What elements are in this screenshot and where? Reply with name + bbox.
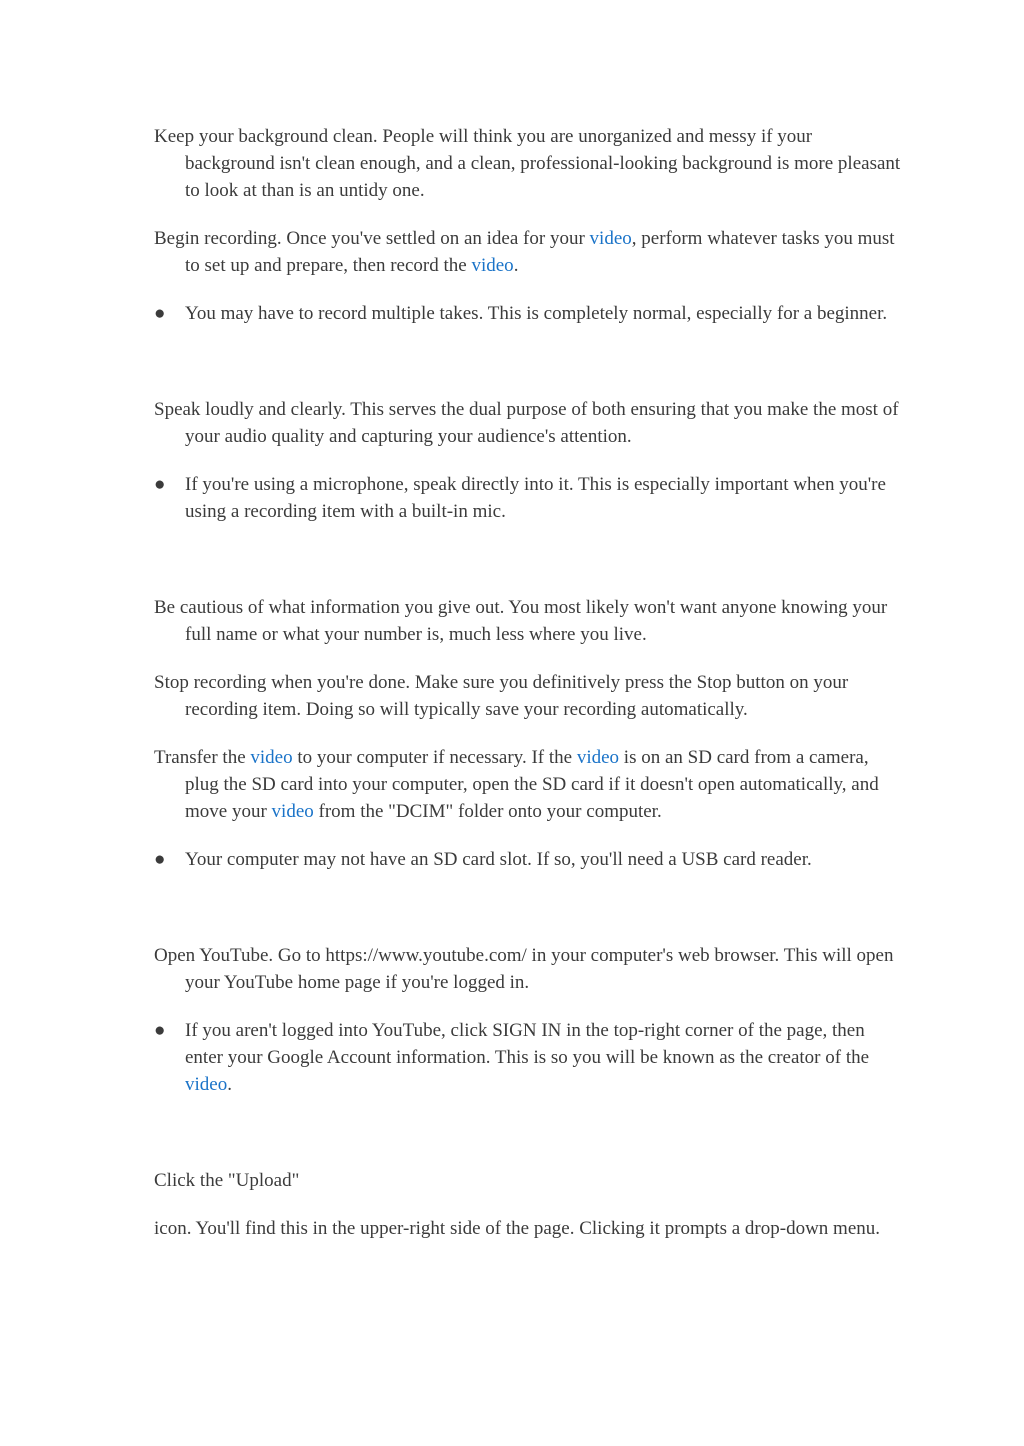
paragraph-text: is on an SD card from a camera, plug the SD card into your computer, open the SD card if it doesn't open automatically, and move your	[185, 747, 879, 822]
paragraph-be-cautious: Be cautious of what information you give out. You most likely won't want anyone knowing your full name or what your number is, much less where you live.	[154, 597, 888, 645]
paragraph-background: Keep your background clean. People will think you are unorganized and messy if your background isn't clean enough, and a clean, professional-looking background is more pleasant to look at than is an untidy one.	[154, 126, 901, 201]
paragraph-text: , perform whatever tasks you must to set up and prepare, then record the	[185, 228, 895, 276]
video-link[interactable]: video	[589, 228, 632, 249]
bullet-icon: ●	[154, 1020, 166, 1041]
paragraph-begin-recording	[154, 225, 904, 279]
video-link[interactable]: video	[271, 801, 314, 822]
paragraph-text: Begin recording. Once you've settled on an idea for your	[154, 228, 590, 249]
bullet-icon: ●	[154, 303, 166, 324]
bullet-text: If you aren't logged into YouTube, click SIGN IN in the top-right corner of the page, then enter your Google Account information. This is so you will be known as the creator of the	[185, 1020, 870, 1068]
bullet-text: You may have to record multiple takes. This is completely normal, especially for a beginner.	[185, 303, 888, 324]
paragraph-upload-icon: icon. You'll find this in the upper-right side of the page. Clicking it prompts a drop-down menu.	[154, 1218, 881, 1239]
paragraph-text: from the "DCIM" folder onto your computer.	[313, 801, 662, 822]
paragraph-text: .	[513, 255, 519, 276]
paragraph-open-youtube: Open YouTube. Go to https://www.youtube.com/ in your computer's web browser. This will open your YouTube home page if you're logged in.	[154, 945, 894, 993]
paragraph-speak-loudly: Speak loudly and clearly. This serves the dual purpose of both ensuring that you make the most of your audio quality and capturing your audience's attention.	[154, 399, 899, 447]
paragraph-text: Transfer the	[154, 747, 251, 768]
bullet-microphone	[154, 471, 904, 525]
bullet-icon: ●	[154, 849, 166, 870]
paragraph-click-upload: Click the "Upload"	[154, 1170, 300, 1191]
bullet-text: .	[227, 1074, 232, 1095]
paragraph-text: to your computer if necessary. If the	[292, 747, 577, 768]
bullet-text: Your computer may not have an SD card slot. If so, you'll need a USB card reader.	[185, 849, 812, 870]
bullet-sd-card-slot	[154, 846, 904, 873]
video-link[interactable]: video	[576, 747, 620, 768]
bullet-text: If you're using a microphone, speak directly into it. This is especially important when you're using a recording item with a built-in mic.	[185, 474, 886, 522]
bullet-sign-in	[154, 1017, 904, 1098]
paragraph-stop-recording: Stop recording when you're done. Make sure you definitively press the Stop button on your recording item. Doing so will typically save your recording automatically.	[154, 672, 849, 720]
paragraph-transfer-video	[154, 744, 904, 825]
video-link[interactable]: video	[250, 747, 293, 768]
document-page	[154, 123, 904, 1242]
bullet-multiple-takes	[154, 300, 904, 327]
video-link[interactable]: video	[185, 1074, 228, 1095]
bullet-icon: ●	[154, 474, 166, 495]
video-link[interactable]: video	[471, 255, 514, 276]
